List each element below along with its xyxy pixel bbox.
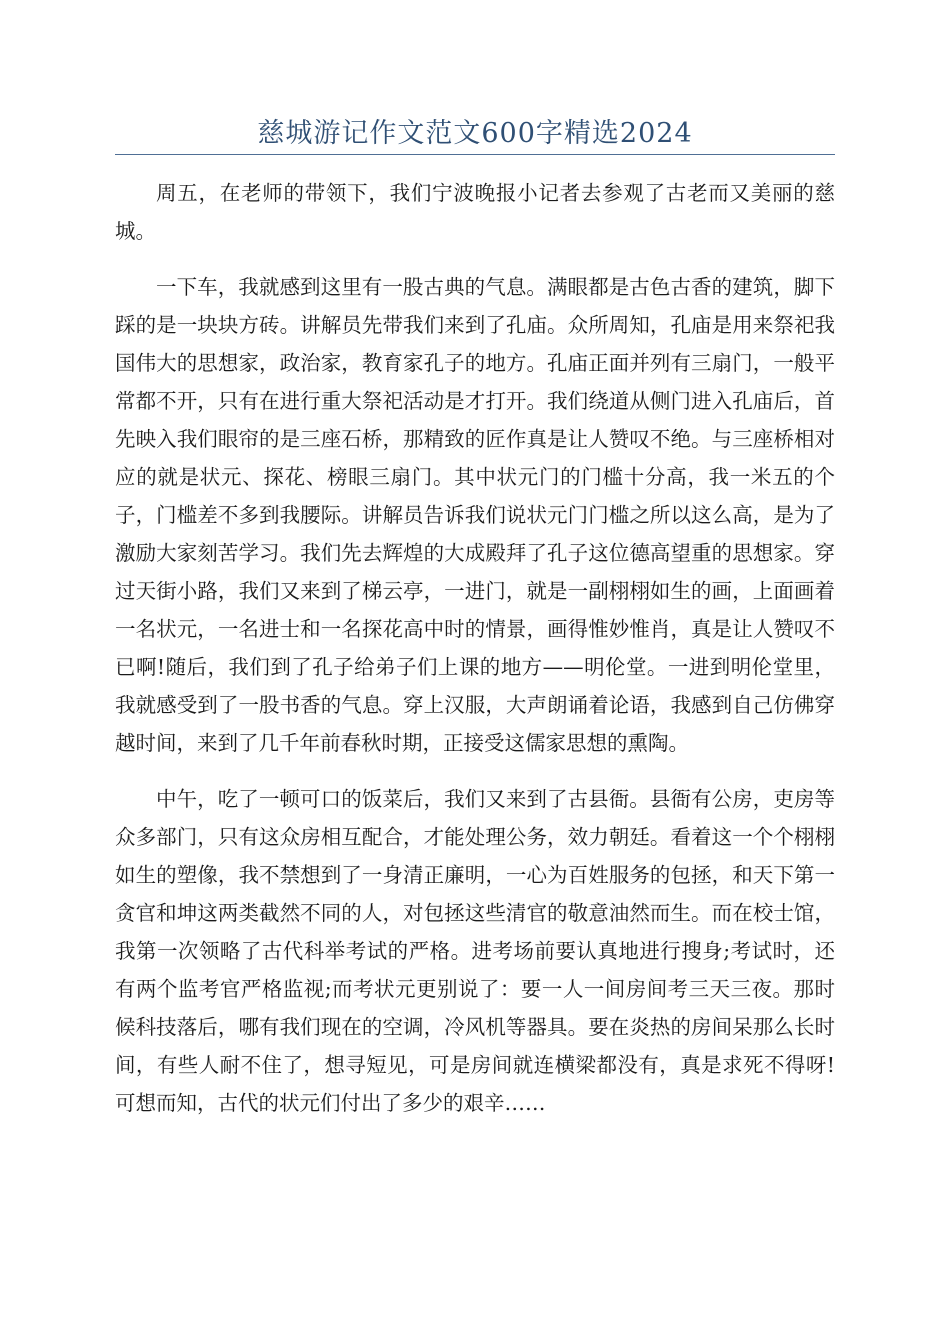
document-body xyxy=(115,174,835,1140)
paragraph-1: 周五，在老师的带领下，我们宁波晚报小记者去参观了古老而又美丽的慈城。 xyxy=(115,181,835,243)
title-underline xyxy=(115,154,835,155)
paragraph-3: 中午，吃了一顿可口的饭菜后，我们又来到了古县衙。县衙有公房，吏房等众多部门，只有这众房相互配合，才能处理公务，效力朝廷。看着这一个个栩栩如生的塑像，我不禁想到了一身清正廉明，一心为百姓服务的包拯，和天下第一贪官和坤这两类截然不同的人，对包拯这些清官的敬意油然而生。而在校士馆，我第一次领略了古代科举考试的严格。进考场前要认真地进行搜身;考试时，还有两个监考官严格监视;而考状元更别说了：要一人一间房间考三天三夜。那时候科技落后，哪有我们现在的空调，冷风机等器具。要在炎热的房间呆那么长时间，有些人耐不住了，想寻短见，可是房间就连横梁都没有，真是求死不得呀!可想而知，古代的状元们付出了多少的艰辛…… xyxy=(115,787,835,1115)
document-title: 慈城游记作文范文600字精选2024 xyxy=(257,118,693,149)
paragraph-2: 一下车，我就感到这里有一股古典的气息。满眼都是古色古香的建筑，脚下踩的是一块块方砖。讲解员先带我们来到了孔庙。众所周知，孔庙是用来祭祀我国伟大的思想家，政治家，教育家孔子的地方。孔庙正面并列有三扇门，一般平常都不开，只有在进行重大祭祀活动是才打开。我们绕道从侧门进入孔庙后，首先映入我们眼帘的是三座石桥，那精致的匠作真是让人赞叹不绝。与三座桥相对应的就是状元、探花、榜眼三扇门。其中状元门的门槛十分高，我一米五的个子，门槛差不多到我腰际。讲解员告诉我们说状元门门槛之所以这么高，是为了激励大家刻苦学习。我们先去辉煌的大成殿拜了孔子这位德高望重的思想家。穿过天街小路，我们又来到了梯云亭，一进门，就是一副栩栩如生的画，上面画着一名状元，一名进士和一名探花高中时的情景，画得惟妙惟肖，真是让人赞叹不已啊!随后，我们到了孔子给弟子们上课的地方——明伦堂。一进到明伦堂里，我就感受到了一股书香的气息。穿上汉服，大声朗诵着论语，我感到自己仿佛穿越时间，来到了几千年前春秋时期，正接受这儒家思想的熏陶。 xyxy=(115,275,835,755)
